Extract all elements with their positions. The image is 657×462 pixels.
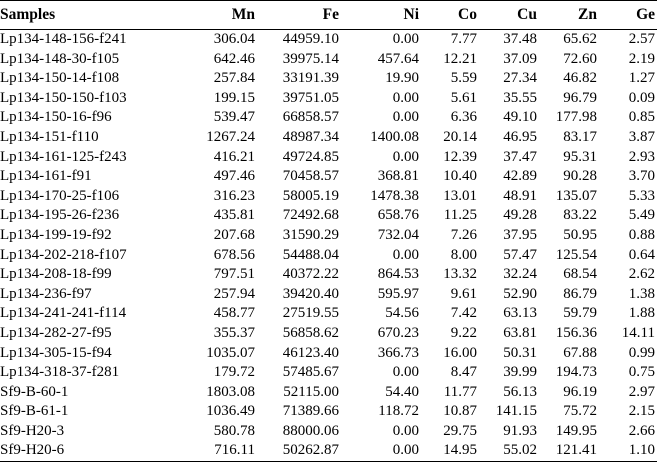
cell-sample: Lp134-150-14-f108 [0, 70, 120, 87]
cell-fe: 39975.14 [282, 50, 339, 67]
cell-mn: 257.94 [213, 285, 255, 302]
cell-fe: 50262.87 [257, 441, 341, 461]
cell-fe: 71389.66 [282, 403, 339, 420]
cell-mn: 257.84 [213, 70, 255, 87]
table-row [0, 69, 657, 89]
cell-cu: 52.90 [503, 285, 537, 302]
cell-mn: 716.11 [177, 441, 257, 461]
cell-cu: 37.09 [503, 50, 537, 67]
table-row [0, 50, 657, 70]
cell-fe: 49724.85 [282, 148, 339, 165]
cell-sample: Sf9-B-60-1 [0, 383, 69, 400]
cell-sample: Lp134-202-218-f107 [0, 246, 127, 263]
cell-cu: 27.34 [503, 70, 537, 87]
cell-ni: 0.00 [392, 246, 419, 263]
cell-fe: 58005.19 [282, 187, 339, 204]
cell-ge: 0.85 [628, 109, 655, 126]
header-cu: Cu [479, 1, 539, 30]
table-row [0, 285, 657, 305]
cell-fe: 27519.55 [282, 305, 339, 322]
cell-co: 8.47 [450, 364, 477, 381]
cell-co: 29.75 [443, 422, 477, 439]
cell-ni: 54.56 [385, 305, 419, 322]
cell-zn: 86.79 [563, 285, 597, 302]
cell-cu: 63.81 [503, 324, 537, 341]
cell-ni: 864.53 [377, 266, 419, 283]
table-row [0, 383, 657, 403]
cell-cu: 37.48 [503, 31, 537, 47]
header-mn: Mn [177, 1, 257, 30]
table-row [0, 226, 657, 246]
cell-ni: 118.72 [378, 403, 419, 420]
cell-co: 7.26 [450, 226, 477, 243]
cell-zn: 96.79 [563, 89, 597, 106]
cell-co: 13.01 [443, 187, 477, 204]
table-row [0, 304, 657, 324]
cell-ge: 2.93 [628, 148, 655, 165]
header-co: Co [421, 1, 479, 30]
cell-fe: 88000.06 [282, 422, 339, 439]
table-row [0, 89, 657, 109]
cell-zn: 68.54 [563, 266, 597, 283]
cell-cu: 39.99 [503, 364, 537, 381]
table-row [0, 344, 657, 364]
cell-mn: 797.51 [213, 266, 255, 283]
cell-zn: 65.62 [563, 31, 597, 47]
cell-ni: 0.00 [341, 441, 421, 461]
cell-co: 7.42 [450, 305, 477, 322]
cell-ni: 0.00 [392, 148, 419, 165]
header-ge: Ge [599, 1, 657, 30]
header-ni: Ni [341, 1, 421, 30]
cell-ni: 0.00 [392, 89, 419, 106]
cell-zn: 96.19 [563, 383, 597, 400]
cell-mn: 355.37 [213, 324, 255, 341]
cell-zn: 72.60 [563, 50, 597, 67]
table-body [0, 30, 657, 462]
cell-co: 14.95 [421, 441, 479, 461]
cell-zn: 83.22 [563, 207, 597, 224]
cell-sample: Lp134-282-27-f95 [0, 324, 112, 341]
cell-ge: 0.88 [628, 226, 655, 243]
header-fe: Fe [257, 1, 341, 30]
table-row [0, 402, 657, 422]
cell-co: 5.59 [450, 70, 477, 87]
cell-ni: 366.73 [377, 344, 419, 361]
cell-co: 9.22 [450, 324, 477, 341]
cell-co: 8.00 [450, 246, 477, 263]
cell-fe: 66858.57 [282, 109, 339, 126]
cell-sample: Lp134-236-f97 [0, 285, 92, 302]
cell-mn: 416.21 [213, 148, 255, 165]
table-header [0, 1, 657, 30]
cell-ni: 732.04 [377, 226, 419, 243]
cell-sample: Lp134-208-18-f99 [0, 266, 112, 283]
cell-mn: 199.15 [213, 89, 255, 106]
cell-mn: 1035.07 [206, 344, 255, 361]
cell-ge: 0.09 [628, 89, 655, 106]
cell-zn: 46.82 [563, 70, 597, 87]
cell-ge: 2.15 [628, 403, 655, 420]
cell-ge: 2.57 [628, 31, 655, 47]
cell-ni: 457.64 [377, 50, 419, 67]
cell-ni: 0.00 [392, 364, 419, 381]
cell-sample: Lp134-148-156-f241 [0, 31, 127, 47]
cell-sample: Lp134-161-f91 [0, 168, 92, 185]
cell-zn: 83.17 [563, 128, 597, 145]
cell-ge: 1.27 [628, 70, 655, 87]
cell-zn: 156.36 [555, 324, 597, 341]
cell-co: 10.87 [443, 403, 477, 420]
table-row [0, 324, 657, 344]
cell-mn: 1267.24 [206, 128, 255, 145]
cell-zn: 59.79 [563, 305, 597, 322]
cell-fe: 52115.00 [283, 383, 339, 400]
cell-mn: 435.81 [213, 207, 255, 224]
cell-fe: 40372.22 [282, 266, 339, 283]
cell-ni: 0.00 [392, 422, 419, 439]
cell-fe: 39751.05 [282, 89, 339, 106]
cell-fe: 48987.34 [282, 128, 339, 145]
cell-fe: 70458.57 [282, 168, 339, 185]
cell-mn: 580.78 [213, 422, 255, 439]
cell-co: 11.77 [443, 383, 477, 400]
cell-sample: Sf9-H20-6 [0, 441, 177, 461]
cell-zn: 67.88 [563, 344, 597, 361]
cell-cu: 35.55 [503, 89, 537, 106]
cell-sample: Lp134-199-19-f92 [0, 226, 112, 243]
cell-co: 20.14 [443, 128, 477, 145]
cell-sample: Lp134-150-16-f96 [0, 109, 112, 126]
cell-ge: 0.64 [628, 246, 655, 263]
header-zn: Zn [539, 1, 599, 30]
cell-ge: 1.88 [628, 305, 655, 322]
cell-co: 12.21 [443, 50, 477, 67]
cell-ge: 2.19 [628, 50, 655, 67]
cell-fe: 39420.40 [282, 285, 339, 302]
cell-ge: 2.62 [628, 266, 655, 283]
cell-fe: 72492.68 [282, 207, 339, 224]
cell-sample: Sf9-H20-3 [0, 422, 65, 439]
cell-ni: 54.40 [385, 383, 419, 400]
cell-co: 6.36 [450, 109, 477, 126]
cell-co: 5.61 [450, 89, 477, 106]
table-row [0, 187, 657, 207]
cell-fe: 44959.10 [282, 31, 339, 47]
cell-mn: 306.04 [213, 31, 255, 47]
cell-ni: 19.90 [385, 70, 419, 87]
cell-ge: 1.38 [628, 285, 655, 302]
table-row [0, 265, 657, 285]
cell-co: 10.40 [443, 168, 477, 185]
cell-co: 16.00 [443, 344, 477, 361]
cell-ge: 2.66 [628, 422, 655, 439]
cell-mn: 678.56 [213, 246, 255, 263]
table-row [0, 30, 657, 50]
cell-ge: 5.49 [628, 207, 655, 224]
cell-cu: 49.10 [503, 109, 537, 126]
cell-mn: 207.68 [213, 226, 255, 243]
cell-mn: 1803.08 [206, 383, 255, 400]
cell-mn: 539.47 [213, 109, 255, 126]
cell-fe: 57485.67 [282, 364, 339, 381]
cell-mn: 642.46 [213, 50, 255, 67]
cell-ge: 0.99 [628, 344, 655, 361]
cell-sample: Lp134-195-26-f236 [0, 207, 120, 224]
cell-mn: 179.72 [213, 364, 255, 381]
cell-ni: 658.76 [377, 207, 419, 224]
cell-ni: 1478.38 [370, 187, 419, 204]
cell-sample: Lp134-150-150-f103 [0, 89, 127, 106]
cell-cu: 56.13 [503, 383, 537, 400]
header-samples: Samples [0, 1, 177, 30]
cell-ni: 0.00 [392, 31, 419, 47]
cell-cu: 50.31 [503, 344, 537, 361]
table-row [0, 167, 657, 187]
table-row [0, 246, 657, 266]
table-row [0, 422, 657, 442]
cell-mn: 458.77 [213, 305, 255, 322]
header-row [0, 1, 657, 30]
cell-zn: 90.28 [563, 168, 597, 185]
cell-ni: 595.97 [377, 285, 419, 302]
cell-fe: 31590.29 [282, 226, 339, 243]
cell-ni: 0.00 [392, 109, 419, 126]
cell-sample: Sf9-B-61-1 [0, 403, 69, 420]
cell-co: 12.39 [443, 148, 477, 165]
cell-cu: 46.95 [503, 128, 537, 145]
table-row [0, 441, 657, 461]
cell-sample: Lp134-170-25-f106 [0, 187, 120, 204]
cell-mn: 497.46 [213, 168, 255, 185]
cell-co: 9.61 [450, 285, 477, 302]
cell-zn: 121.41 [539, 441, 599, 461]
cell-mn: 1036.49 [206, 403, 255, 420]
cell-ge: 14.11 [621, 324, 655, 341]
cell-fe: 54488.04 [282, 246, 339, 263]
cell-zn: 75.72 [563, 403, 597, 420]
cell-ge: 3.87 [628, 128, 655, 145]
cell-ge: 5.33 [628, 187, 655, 204]
table-row [0, 206, 657, 226]
cell-ni: 368.81 [377, 168, 419, 185]
cell-cu: 42.89 [503, 168, 537, 185]
cell-cu: 32.24 [503, 266, 537, 283]
table-row [0, 363, 657, 383]
cell-cu: 141.15 [495, 403, 537, 420]
cell-sample: Lp134-161-125-f243 [0, 148, 127, 165]
cell-cu: 37.95 [503, 226, 537, 243]
cell-ni: 1400.08 [370, 128, 419, 145]
cell-sample: Lp134-151-f110 [0, 128, 99, 145]
cell-fe: 46123.40 [282, 344, 339, 361]
cell-co: 7.77 [450, 31, 477, 47]
cell-co: 13.32 [443, 266, 477, 283]
cell-sample: Lp134-318-37-f281 [0, 364, 120, 381]
cell-mn: 316.23 [213, 187, 255, 204]
cell-cu: 55.02 [479, 441, 539, 461]
cell-sample: Lp134-241-241-f114 [0, 305, 127, 322]
cell-cu: 63.13 [503, 305, 537, 322]
cell-sample: Lp134-305-15-f94 [0, 344, 112, 361]
cell-cu: 48.91 [503, 187, 537, 204]
cell-zn: 149.95 [555, 422, 597, 439]
cell-ge: 1.10 [599, 441, 657, 461]
cell-zn: 50.95 [563, 226, 597, 243]
cell-ge: 0.75 [628, 364, 655, 381]
cell-co: 11.25 [443, 207, 477, 224]
cell-ge: 3.70 [628, 168, 655, 185]
cell-ge: 2.97 [628, 383, 655, 400]
cell-zn: 135.07 [555, 187, 597, 204]
cell-fe: 56858.62 [282, 324, 339, 341]
cell-zn: 95.31 [563, 148, 597, 165]
table-row [0, 148, 657, 168]
cell-sample: Lp134-148-30-f105 [0, 50, 120, 67]
cell-ni: 670.23 [377, 324, 419, 341]
table-row [0, 108, 657, 128]
cell-cu: 49.28 [503, 207, 537, 224]
cell-cu: 57.47 [503, 246, 537, 263]
cell-zn: 194.73 [555, 364, 597, 381]
table-row [0, 128, 657, 148]
cell-fe: 33191.39 [282, 70, 339, 87]
cell-cu: 37.47 [503, 148, 537, 165]
cell-cu: 91.93 [503, 422, 537, 439]
cell-zn: 125.54 [555, 246, 597, 263]
cell-zn: 177.98 [555, 109, 597, 126]
